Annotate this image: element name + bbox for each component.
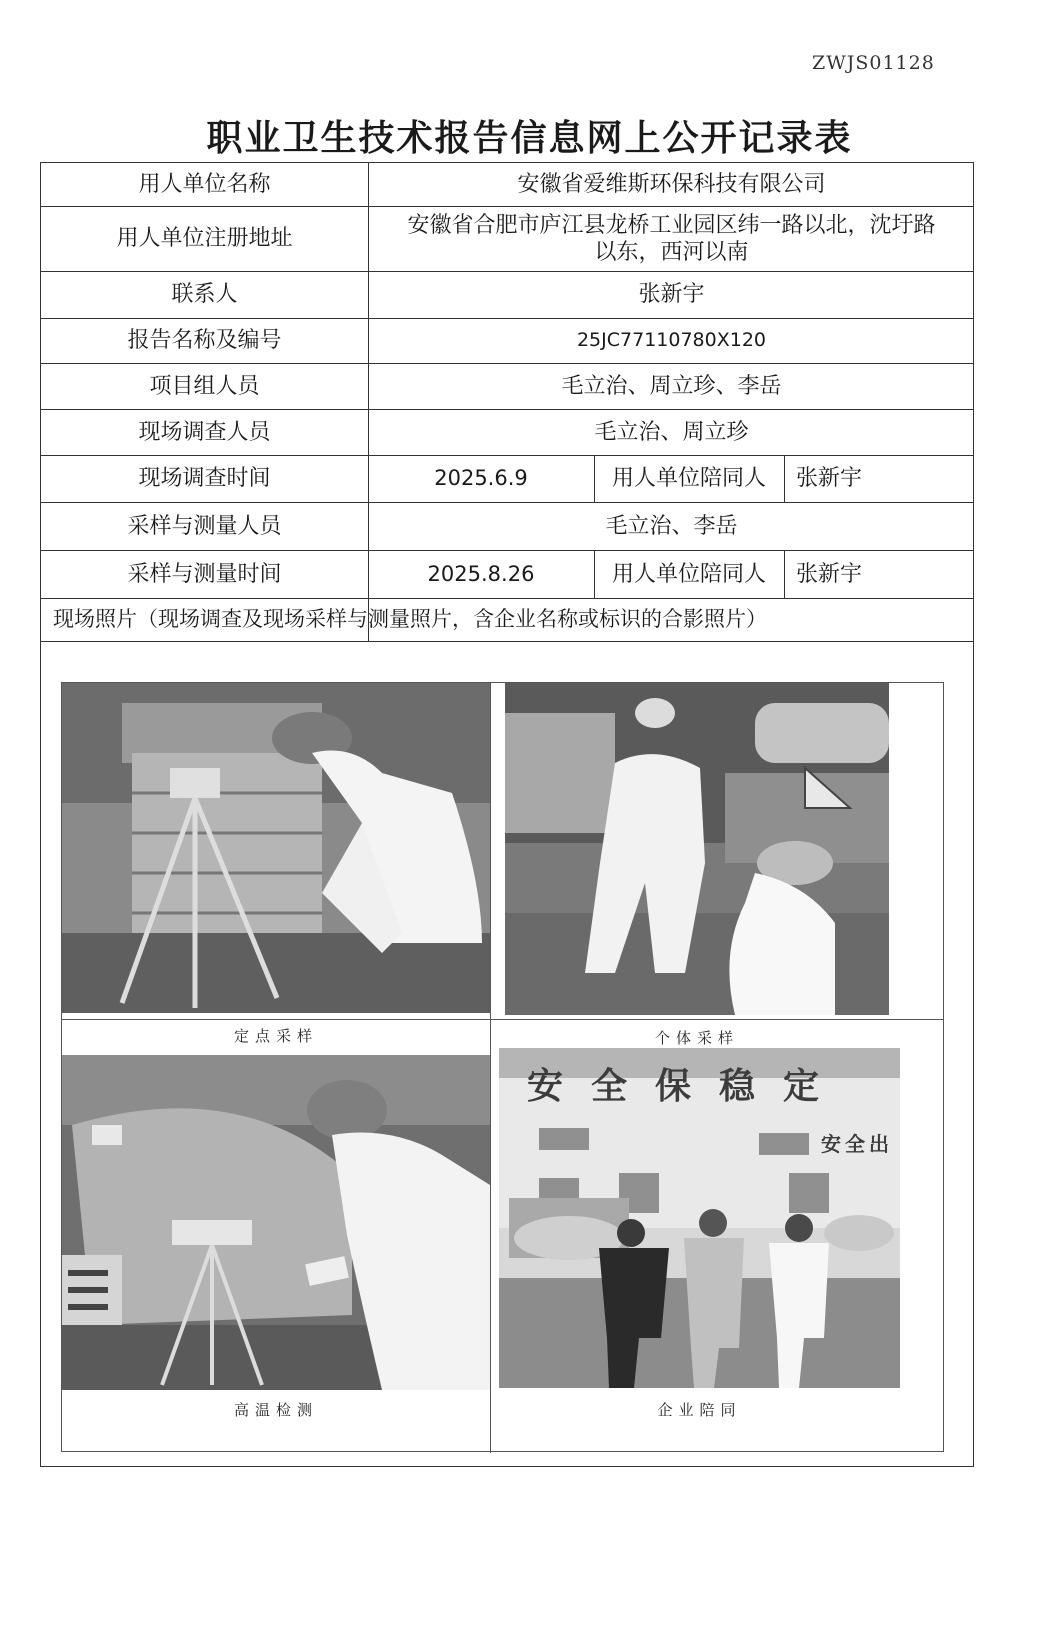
wall-sign-right-text: 安全出 — [821, 1132, 893, 1156]
project-members-value: 毛立治、周立珍、李岳 — [561, 373, 782, 399]
photos-header: 现场照片（现场调查及现场采样与测量照片，含企业名称或标识的合影照片） — [53, 607, 767, 631]
caption-high-temperature-detection: 高温检测 — [233, 1401, 318, 1419]
caption-company-escort: 企业陪同 — [657, 1401, 742, 1419]
sampling-staff-label: 采样与测量人员 — [127, 513, 282, 539]
contact-value: 张新宇 — [638, 282, 705, 307]
employer-address-line1: 安徽省合肥市庐江县龙桥工业园区纬一路以北，沈圩路 — [407, 212, 936, 238]
record-table — [40, 162, 974, 1467]
photo-fixed-point-sampling — [62, 683, 490, 1013]
photo-high-temperature-detection — [62, 1055, 490, 1390]
sampling-time-label: 采样与测量时间 — [127, 561, 282, 587]
employer-address-line2: 以东，西河以南 — [594, 239, 749, 265]
report-label: 报告名称及编号 — [127, 328, 282, 353]
employer-name-value: 安徽省爱维斯环保科技有限公司 — [517, 172, 826, 197]
document-code: ZWJS01128 — [812, 52, 935, 74]
survey-time-value: 2025.6.9 — [434, 466, 528, 490]
caption-fixed-point-sampling: 定点采样 — [233, 1027, 318, 1045]
survey-escort-label: 用人单位陪同人 — [611, 466, 766, 491]
report-value: 25JC77110780X120 — [576, 329, 767, 351]
photo-grid — [61, 682, 944, 1452]
sampling-escort-value: 张新宇 — [796, 561, 863, 587]
survey-time-label: 现场调查时间 — [138, 466, 271, 491]
photo-company-escort — [499, 1048, 900, 1388]
sampling-escort-label: 用人单位陪同人 — [611, 561, 766, 587]
survey-staff-label: 现场调查人员 — [138, 419, 271, 445]
employer-address-value — [368, 206, 975, 271]
contact-label: 联系人 — [171, 282, 238, 307]
sampling-staff-value: 毛立治、李岳 — [605, 513, 738, 539]
sampling-time-value: 2025.8.26 — [427, 561, 535, 586]
wall-sign-text: 安全保稳定 — [527, 1066, 848, 1107]
project-members-label: 项目组人员 — [149, 373, 260, 399]
survey-escort-value: 张新宇 — [796, 466, 863, 491]
caption-personal-sampling: 个体采样 — [654, 1029, 739, 1047]
survey-staff-value: 毛立治、周立珍 — [594, 419, 749, 445]
page-title: 职业卫生技术报告信息网上公开记录表 — [206, 117, 853, 159]
employer-name-label: 用人单位名称 — [138, 172, 271, 197]
photo-personal-sampling — [505, 683, 889, 1015]
employer-address-label: 用人单位注册地址 — [116, 226, 293, 251]
